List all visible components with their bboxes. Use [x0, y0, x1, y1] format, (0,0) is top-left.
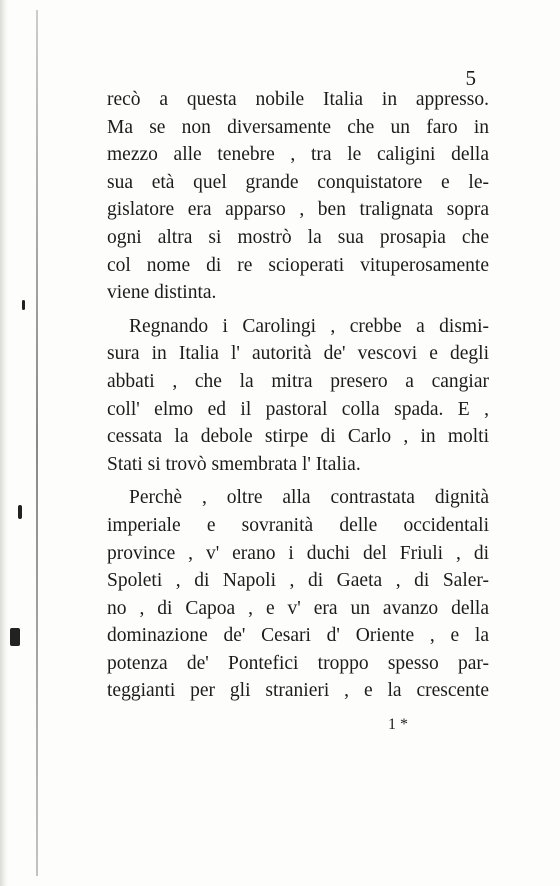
text-line: recò a questa nobile Italia in appresso.	[107, 89, 489, 110]
text-line: sura in Italia l' autorità de' vescovi e degli	[107, 343, 489, 365]
paragraph-1	[107, 86, 489, 307]
text-line: coll' elmo ed il pastoral colla spada. E ,	[107, 398, 489, 420]
paragraph-3	[107, 484, 489, 705]
text-line: col nome di re scioperati vituperosamente	[107, 254, 489, 276]
ink-mark	[22, 300, 25, 310]
text-line: Perchè , oltre alla contrastata dignità	[129, 487, 489, 509]
binding-line	[36, 10, 38, 876]
text-line: no , di Capoa , e v' era un avanzo della	[107, 597, 489, 619]
signature-mark: 1 *	[388, 716, 408, 733]
text-line: Spoleti , di Napoli , di Gaeta , di Saler-	[107, 570, 489, 592]
text-line: potenza de' Pontefici troppo spesso par-	[107, 652, 489, 674]
text-line: Stati si trovò smembrata l' Italia.	[107, 453, 361, 475]
text-line: Ma se non diversamente che un faro in	[107, 116, 489, 138]
ink-mark	[10, 628, 20, 646]
text-line: abbati , che la mitra presero a cangiar	[107, 370, 489, 392]
page-number: 5	[465, 66, 476, 90]
page-gutter	[0, 0, 8, 886]
text-line: Regnando i Carolingi , crebbe a dismi-	[129, 315, 489, 337]
text-line: mezzo alle tenebre , tra le caligini della	[107, 144, 489, 166]
text-line: dominazione de' Cesari d' Oriente , e la	[107, 625, 489, 647]
paragraph-2	[107, 313, 489, 479]
text-line: viene distinta.	[107, 282, 217, 304]
ink-mark	[18, 505, 22, 519]
text-line: province , v' erano i duchi del Friuli , di	[107, 542, 489, 564]
text-line: imperiale e sovranità delle occidentali	[107, 514, 489, 536]
text-line: teggianti per gli stranieri , e la crescente	[107, 680, 489, 702]
body-text	[107, 86, 489, 705]
text-line: gislatore era apparso , ben tralignata sopra	[107, 199, 489, 221]
text-line: ogni altra si mostrò la sua prosapia che	[107, 226, 489, 248]
text-line: sua età quel grande conquistatore e le-	[107, 171, 489, 193]
text-line: cessata la debole stirpe di Carlo , in molti	[107, 426, 489, 448]
